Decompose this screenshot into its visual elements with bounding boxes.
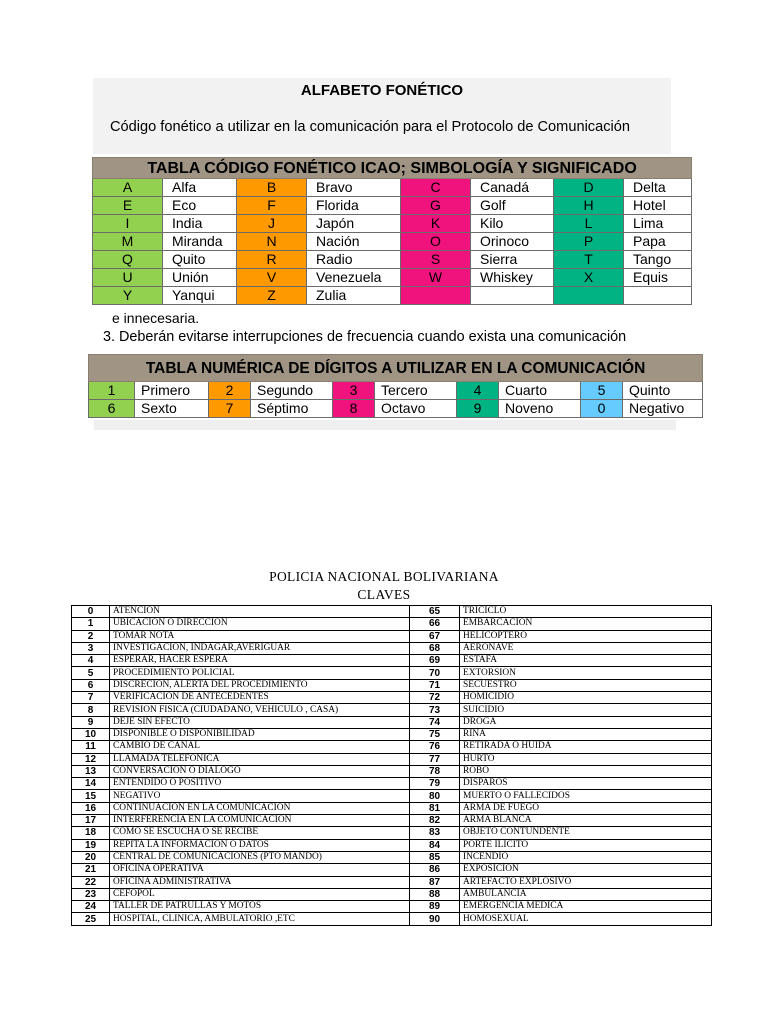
- icao-word-cell: India: [163, 215, 237, 233]
- clave-row: [72, 618, 712, 630]
- digit-cell: 5: [581, 382, 623, 400]
- icao-letter-cell: G: [401, 197, 471, 215]
- clave-code-cell: 17: [72, 815, 110, 827]
- digits-table: [88, 354, 703, 418]
- icao-word-cell: Papa: [624, 233, 692, 251]
- icao-letter-cell: Z: [237, 287, 307, 305]
- icao-row: [93, 269, 692, 287]
- icao-word-cell: Venezuela: [307, 269, 401, 287]
- clave-meaning-cell: AERONAVE: [460, 642, 712, 654]
- clave-meaning-cell: HURTO: [460, 753, 712, 765]
- clave-meaning-cell: OFICINA OPERATIVA: [110, 864, 410, 876]
- claves-heading: POLICIA NACIONAL BOLIVARIANA: [269, 569, 499, 584]
- clave-meaning-cell: INCENDIO: [460, 851, 712, 863]
- clave-meaning-cell: TOMAR NOTA: [110, 630, 410, 642]
- claves-subheading: CLAVES: [357, 587, 411, 602]
- digits-footer-background: [94, 420, 676, 430]
- clave-code-cell: 18: [72, 827, 110, 839]
- clave-row: [72, 753, 712, 765]
- icao-letter-cell: E: [93, 197, 163, 215]
- icao-row: [93, 233, 692, 251]
- clave-meaning-cell: HELICOPTERO: [460, 630, 712, 642]
- clave-meaning-cell: SUICIDIO: [460, 704, 712, 716]
- icao-letter-cell: A: [93, 179, 163, 197]
- clave-code-cell: 68: [410, 642, 460, 654]
- clave-code-cell: 0: [72, 606, 110, 618]
- clave-code-cell: 90: [410, 913, 460, 925]
- icao-letter-cell: S: [401, 251, 471, 269]
- clave-meaning-cell: EXPOSICION: [460, 864, 712, 876]
- clave-row: [72, 864, 712, 876]
- clave-code-cell: 25: [72, 913, 110, 925]
- icao-word-cell: Orinoco: [471, 233, 554, 251]
- icao-letter-cell: C: [401, 179, 471, 197]
- icao-letter-cell: K: [401, 215, 471, 233]
- icao-letter-cell: V: [237, 269, 307, 287]
- clave-meaning-cell: HOSPITAL, CLINICA, AMBULATORIO ,ETC: [110, 913, 410, 925]
- clave-code-cell: 75: [410, 728, 460, 740]
- clave-code-cell: 19: [72, 839, 110, 851]
- clave-meaning-cell: EMERGENCIA MEDICA: [460, 901, 712, 913]
- digit-word-cell: Séptimo: [251, 400, 333, 418]
- clave-code-cell: 20: [72, 851, 110, 863]
- icao-word-cell: [471, 287, 554, 305]
- icao-word-cell: Kilo: [471, 215, 554, 233]
- icao-word-cell: Yanqui: [163, 287, 237, 305]
- icao-letter-cell: U: [93, 269, 163, 287]
- clave-code-cell: 24: [72, 901, 110, 913]
- clave-meaning-cell: ESPERAR, HACER ESPERA: [110, 655, 410, 667]
- icao-letter-cell: F: [237, 197, 307, 215]
- clave-row: [72, 827, 712, 839]
- clave-code-cell: 10: [72, 728, 110, 740]
- clave-code-cell: 79: [410, 778, 460, 790]
- icao-letter-cell: X: [554, 269, 624, 287]
- digit-word-cell: Cuarto: [499, 382, 581, 400]
- clave-meaning-cell: HOMICIDIO: [460, 692, 712, 704]
- clave-meaning-cell: ARMA BLANCA: [460, 815, 712, 827]
- digit-cell: 1: [89, 382, 135, 400]
- clave-row: [72, 815, 712, 827]
- clave-code-cell: 1: [72, 618, 110, 630]
- note-line-1: e innecesaria.: [112, 310, 200, 326]
- icao-word-cell: Tango: [624, 251, 692, 269]
- clave-meaning-cell: OFICINA ADMINISTRATIVA: [110, 876, 410, 888]
- clave-code-cell: 12: [72, 753, 110, 765]
- icao-word-cell: Equis: [624, 269, 692, 287]
- clave-meaning-cell: DISCRECION, ALERTA DEL PROCEDIMIENTO: [110, 679, 410, 691]
- clave-code-cell: 3: [72, 642, 110, 654]
- icao-letter-cell: T: [554, 251, 624, 269]
- icao-word-cell: Nación: [307, 233, 401, 251]
- icao-word-cell: Unión: [163, 269, 237, 287]
- digit-word-cell: Segundo: [251, 382, 333, 400]
- clave-meaning-cell: ESTAFA: [460, 655, 712, 667]
- clave-meaning-cell: DISPONIBLE O DISPONIBILIDAD: [110, 728, 410, 740]
- icao-word-cell: Canadá: [471, 179, 554, 197]
- note-line-2: 3. Deberán evitarse interrupciones de frecuencia cuando exista una comunicación: [103, 329, 627, 345]
- icao-row: [93, 251, 692, 269]
- icao-word-cell: Bravo: [307, 179, 401, 197]
- icao-word-cell: Miranda: [163, 233, 237, 251]
- clave-meaning-cell: NEGATIVO: [110, 790, 410, 802]
- clave-meaning-cell: EXTORSION: [460, 667, 712, 679]
- digit-word-cell: Tercero: [375, 382, 457, 400]
- clave-row: [72, 876, 712, 888]
- clave-meaning-cell: INTERFERENCIA EN LA COMUNICACION: [110, 815, 410, 827]
- clave-code-cell: 71: [410, 679, 460, 691]
- clave-meaning-cell: RETIRADA O HUIDA: [460, 741, 712, 753]
- clave-meaning-cell: HOMOSEXUAL: [460, 913, 712, 925]
- clave-row: [72, 741, 712, 753]
- phonetic-title: ALFABETO FONÉTICO: [300, 82, 464, 99]
- icao-word-cell: Whiskey: [471, 269, 554, 287]
- clave-meaning-cell: MUERTO O FALLECIDOS: [460, 790, 712, 802]
- clave-row: [72, 778, 712, 790]
- clave-code-cell: 9: [72, 716, 110, 728]
- clave-row: [72, 839, 712, 851]
- icao-letter-cell: R: [237, 251, 307, 269]
- clave-meaning-cell: EMBARCACION: [460, 618, 712, 630]
- clave-code-cell: 72: [410, 692, 460, 704]
- clave-code-cell: 21: [72, 864, 110, 876]
- clave-code-cell: 84: [410, 839, 460, 851]
- icao-letter-cell: H: [554, 197, 624, 215]
- clave-meaning-cell: RIÑA: [460, 728, 712, 740]
- clave-meaning-cell: DISPAROS: [460, 778, 712, 790]
- clave-row: [72, 692, 712, 704]
- icao-row: [93, 215, 692, 233]
- clave-meaning-cell: REVISION FISICA (CIUDADANO, VEHICULO , CASA): [110, 704, 410, 716]
- clave-meaning-cell: VERIFICACION DE ANTECEDENTES: [110, 692, 410, 704]
- clave-code-cell: 82: [410, 815, 460, 827]
- icao-letter-cell: N: [237, 233, 307, 251]
- phonetic-subtitle: Código fonético a utilizar en la comunicación para el Protocolo de Comunicación: [110, 119, 630, 135]
- icao-word-cell: Hotel: [624, 197, 692, 215]
- clave-code-cell: 67: [410, 630, 460, 642]
- clave-meaning-cell: TRICICLO: [460, 606, 712, 618]
- clave-meaning-cell: CAMBIO DE CANAL: [110, 741, 410, 753]
- digit-cell: 8: [333, 400, 375, 418]
- clave-code-cell: 88: [410, 888, 460, 900]
- icao-letter-cell: [554, 287, 624, 305]
- digits-row: [89, 400, 703, 418]
- clave-meaning-cell: ARTEFACTO EXPLOSIVO: [460, 876, 712, 888]
- icao-letter-cell: I: [93, 215, 163, 233]
- icao-word-cell: Alfa: [163, 179, 237, 197]
- icao-word-cell: Quito: [163, 251, 237, 269]
- digits-row: [89, 382, 703, 400]
- clave-code-cell: 23: [72, 888, 110, 900]
- clave-row: [72, 728, 712, 740]
- clave-code-cell: 81: [410, 802, 460, 814]
- digit-cell: 3: [333, 382, 375, 400]
- clave-code-cell: 89: [410, 901, 460, 913]
- clave-code-cell: 73: [410, 704, 460, 716]
- digit-cell: 7: [209, 400, 251, 418]
- clave-meaning-cell: CEFOPOL: [110, 888, 410, 900]
- clave-row: [72, 765, 712, 777]
- clave-code-cell: 15: [72, 790, 110, 802]
- clave-code-cell: 13: [72, 765, 110, 777]
- icao-letter-cell: Y: [93, 287, 163, 305]
- clave-row: [72, 716, 712, 728]
- icao-word-cell: Florida: [307, 197, 401, 215]
- clave-row: [72, 913, 712, 925]
- clave-row: [72, 655, 712, 667]
- digits-table-title: TABLA NUMÉRICA DE DÍGITOS A UTILIZAR EN LA COMUNICACIÓN: [89, 355, 703, 382]
- clave-meaning-cell: TALLER DE PATRULLAS Y MOTOS: [110, 901, 410, 913]
- clave-code-cell: 85: [410, 851, 460, 863]
- clave-code-cell: 8: [72, 704, 110, 716]
- clave-meaning-cell: REPITA LA INFORMACION O DATOS: [110, 839, 410, 851]
- icao-word-cell: Sierra: [471, 251, 554, 269]
- clave-code-cell: 14: [72, 778, 110, 790]
- clave-row: [72, 704, 712, 716]
- digit-cell: 0: [581, 400, 623, 418]
- clave-row: [72, 851, 712, 863]
- clave-code-cell: 4: [72, 655, 110, 667]
- icao-letter-cell: L: [554, 215, 624, 233]
- clave-code-cell: 83: [410, 827, 460, 839]
- clave-meaning-cell: SECUESTRO: [460, 679, 712, 691]
- digit-word-cell: Quinto: [623, 382, 703, 400]
- icao-phonetic-table: [92, 157, 692, 305]
- clave-meaning-cell: LLAMADA TELEFONICA: [110, 753, 410, 765]
- clave-row: [72, 888, 712, 900]
- icao-word-cell: Golf: [471, 197, 554, 215]
- clave-code-cell: 22: [72, 876, 110, 888]
- claves-table: [71, 605, 712, 926]
- clave-meaning-cell: DROGA: [460, 716, 712, 728]
- icao-row: [93, 197, 692, 215]
- clave-code-cell: 86: [410, 864, 460, 876]
- digit-cell: 2: [209, 382, 251, 400]
- clave-code-cell: 77: [410, 753, 460, 765]
- clave-row: [72, 642, 712, 654]
- clave-code-cell: 7: [72, 692, 110, 704]
- digit-cell: 4: [457, 382, 499, 400]
- clave-meaning-cell: OBJETO CONTUNDENTE: [460, 827, 712, 839]
- digit-cell: 6: [89, 400, 135, 418]
- clave-meaning-cell: UBICACIÓN O DIRECCION: [110, 618, 410, 630]
- digit-cell: 9: [457, 400, 499, 418]
- clave-code-cell: 70: [410, 667, 460, 679]
- digit-word-cell: Octavo: [375, 400, 457, 418]
- clave-meaning-cell: CONTINUACION EN LA COMUNICACION: [110, 802, 410, 814]
- digit-word-cell: Noveno: [499, 400, 581, 418]
- icao-letter-cell: B: [237, 179, 307, 197]
- icao-word-cell: Zulia: [307, 287, 401, 305]
- icao-row: [93, 179, 692, 197]
- clave-meaning-cell: AMBULANCIA: [460, 888, 712, 900]
- icao-word-cell: [624, 287, 692, 305]
- clave-code-cell: 78: [410, 765, 460, 777]
- clave-code-cell: 65: [410, 606, 460, 618]
- icao-word-cell: Eco: [163, 197, 237, 215]
- clave-meaning-cell: DEJE SIN EFECTO: [110, 716, 410, 728]
- clave-meaning-cell: ENTENDIDO O POSITIVO: [110, 778, 410, 790]
- icao-letter-cell: D: [554, 179, 624, 197]
- clave-code-cell: 74: [410, 716, 460, 728]
- clave-row: [72, 667, 712, 679]
- clave-meaning-cell: ROBO: [460, 765, 712, 777]
- clave-code-cell: 5: [72, 667, 110, 679]
- clave-code-cell: 11: [72, 741, 110, 753]
- icao-letter-cell: P: [554, 233, 624, 251]
- icao-table-title: TABLA CÓDIGO FONÉTICO ICAO; SIMBOLOGÍA Y SIGNIFICADO: [93, 158, 692, 179]
- clave-meaning-cell: PORTE ILICITO: [460, 839, 712, 851]
- clave-row: [72, 901, 712, 913]
- clave-code-cell: 16: [72, 802, 110, 814]
- icao-letter-cell: W: [401, 269, 471, 287]
- icao-letter-cell: Q: [93, 251, 163, 269]
- clave-code-cell: 80: [410, 790, 460, 802]
- digit-word-cell: Primero: [135, 382, 209, 400]
- digit-word-cell: Negativo: [623, 400, 703, 418]
- clave-row: [72, 630, 712, 642]
- icao-letter-cell: O: [401, 233, 471, 251]
- clave-code-cell: 76: [410, 741, 460, 753]
- clave-meaning-cell: ATENCION: [110, 606, 410, 618]
- icao-word-cell: Delta: [624, 179, 692, 197]
- clave-meaning-cell: CENTRAL DE COMUNICACIONES (PTO MANDO): [110, 851, 410, 863]
- clave-row: [72, 606, 712, 618]
- clave-meaning-cell: ARMA DE FUEGO: [460, 802, 712, 814]
- icao-row: [93, 287, 692, 305]
- digit-word-cell: Sexto: [135, 400, 209, 418]
- icao-letter-cell: [401, 287, 471, 305]
- clave-row: [72, 790, 712, 802]
- icao-letter-cell: M: [93, 233, 163, 251]
- icao-word-cell: Japón: [307, 215, 401, 233]
- icao-word-cell: Radio: [307, 251, 401, 269]
- icao-word-cell: Lima: [624, 215, 692, 233]
- clave-meaning-cell: INVESTIGACION, INDAGAR,AVERIGUAR: [110, 642, 410, 654]
- clave-meaning-cell: CONVERSACION O DIALOGO: [110, 765, 410, 777]
- clave-code-cell: 69: [410, 655, 460, 667]
- clave-code-cell: 2: [72, 630, 110, 642]
- clave-meaning-cell: COMO SE ESCUCHA O SE RECIBE: [110, 827, 410, 839]
- clave-code-cell: 87: [410, 876, 460, 888]
- clave-row: [72, 679, 712, 691]
- clave-code-cell: 66: [410, 618, 460, 630]
- clave-row: [72, 802, 712, 814]
- icao-letter-cell: J: [237, 215, 307, 233]
- clave-code-cell: 6: [72, 679, 110, 691]
- clave-meaning-cell: PROCEDIMIENTO POLICIAL: [110, 667, 410, 679]
